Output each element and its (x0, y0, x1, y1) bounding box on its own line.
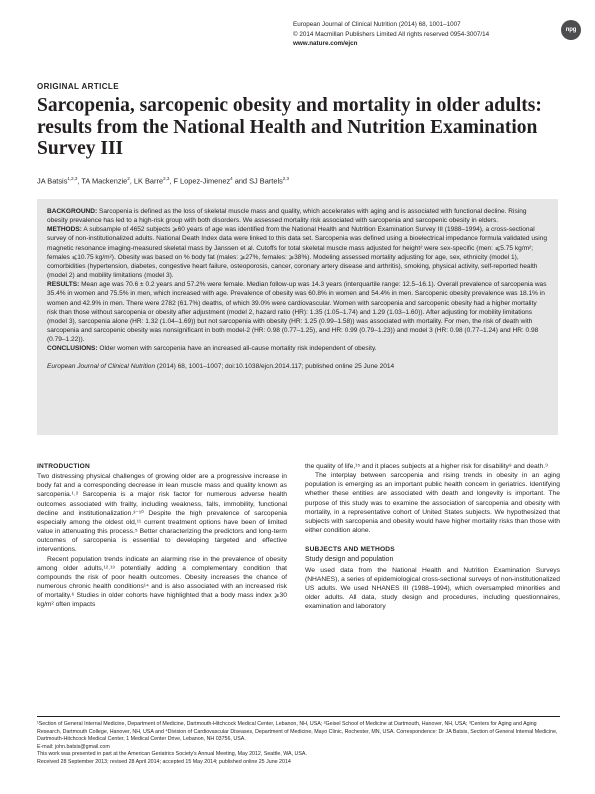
author-name: LK Barre (133, 176, 164, 186)
citation-journal: European Journal of Clinical Nutrition (47, 362, 156, 370)
author-name: TA Mackenzie (81, 176, 128, 186)
abstract-text: Older women with sarcopenia have an increased all-cause mortality risk independent of obesity. (97, 345, 377, 353)
abstract-label: RESULTS: (47, 281, 80, 289)
section-tag: ORIGINAL ARTICLE (37, 82, 119, 91)
abstract-label: METHODS: (47, 226, 82, 234)
author-name: F Lopez-Jimenez (173, 176, 231, 186)
journal-site-link[interactable]: www.nature.com/ejcn (293, 40, 358, 47)
abstract-box (37, 199, 558, 435)
author-list (37, 176, 289, 185)
abstract-background (47, 207, 548, 225)
section-heading: SUBJECTS AND METHODS (305, 546, 395, 554)
paragraph: the quality of life,¹⁵ and it places subjects at a higher risk for disability⁸ and death.⁹ (305, 463, 549, 470)
author-name: JA Batsis (37, 176, 68, 186)
author-affiliation: 2 (127, 176, 130, 181)
paragraph: Two distressing physical challenges of growing older are a progressive increase in body fat and a corresponding decrease in lean muscle mass and quality known as sarcopenia.¹˒² Sarcopenia is a major risk factor for numerous adverse health outcomes associated with frailty, including weakness, falls, immobility, functional decline and institutionalization.³⁻¹⁰ Despite the high prevalence of sarcopenia especially among the oldest old,¹¹ current treatment options have been of limited value in attenuating this process.⁵ Better characterizing the predictors and long-term outcomes of sarcopenia is essential to developing targeted and effective interventions. (37, 473, 287, 554)
author-affiliation: 1,2,3 (67, 176, 78, 181)
subsection-heading: Study design and population (305, 556, 394, 564)
author-separator: , (77, 176, 82, 186)
abstract-text: Sarcopenia is defined as the loss of skeletal muscle mass and quality, which accelerates with aging and is associated with functional decline. Rising obesity prevalence has led to a high-risk group with both disorders. We assessed mortality risk associated with sarcopenia and sarcopenic obesity in elders. (47, 208, 527, 225)
abstract-conclusions (47, 344, 548, 353)
left-column (37, 462, 287, 610)
author-affiliation: 4 (230, 176, 233, 181)
author-separator: , (129, 176, 134, 186)
email-footnote[interactable]: E-mail: john.batsis@gmail.com (37, 743, 110, 750)
received-footnote: Received 28 September 2013; revised 28 April 2014; accepted 15 May 2014; published online 25 June 2014 (37, 758, 291, 765)
journal-citation-line: European Journal of Clinical Nutrition (2014) 68, 1001–1007 (293, 21, 461, 28)
paragraph: Recent population trends indicate an alarming rise in the prevalence of obesity among older adults,¹²˒¹³ potentially adding a complementary condition that compounds the risk of poor health outcomes. Obesity increases the chance of numerous chronic health conditions¹⁴ and is also associated with an increased risk of mortality.⁶ Studies in older cohorts have highlighted that a body mass index ⩾30 kg/m² often impacts (37, 555, 287, 609)
section-heading: INTRODUCTION (37, 463, 90, 470)
abstract-results (47, 280, 548, 344)
footnotes (37, 716, 560, 767)
abstract-methods (47, 225, 548, 280)
right-column (305, 462, 560, 611)
abstract-text: A subsample of 4652 subjects ⩾60 years of age was identified from the National Health and Nutrition Examination Survey III (1988–1994), a cross-sectional survey of non-institutionalized adults. National Death Index data were linked to this data set. Sarcopenia was defined using a bioelectrical impedance formula validated using magnetic resonance imaging-measured skeletal mass by Janssen et al. Cutoffs for total skeletal muscle mass adjusted for height² were sex-specific (men: ⩽5.75 kg/m²; females ⩽10.75 kg/m²). Obesity was based on % body fat (males: ⩾27%, females: ⩾38%). Modeling assessed mortality adjusting for age, sex, ethnicity (model 1), comorbidities (hypertension, diabetes, congestive heart failure, osteoporosis, cancer, coronary artery disease and arthritis), smoking, physical activity, self-reported health (model 2) and mobility limitations (model 3). (47, 226, 548, 280)
journal-header (293, 20, 553, 49)
article-title: Sarcopenia, sarcopenic obesity and mortality in older adults: results from the National Health and Nutrition Examination Survey III (37, 95, 542, 159)
author-affiliation: 2,3 (163, 176, 170, 181)
abstract-label: CONCLUSIONS: (47, 345, 98, 353)
author-affiliation: 2,3 (282, 176, 290, 181)
author-separator: , (169, 176, 174, 186)
abstract-label: BACKGROUND: (47, 208, 98, 215)
npg-logo: npg (561, 20, 581, 40)
presented-footnote: This work was presented in part at the American Geriatrics Society's Annual Meeting, May 2012, Seattle, WA, USA. (37, 751, 307, 758)
author-name: SJ Bartels (249, 176, 283, 186)
citation-details[interactable]: (2014) 68, 1001–1007; doi:10.1038/ejcn.2014.117; published online 25 June 2014 (155, 362, 395, 370)
paragraph: The interplay between sarcopenia and rising trends in obesity in an aging population is emerging as an important public health concern in geriatrics. Identifying whether these entities are associated with death and longevity is important. The purpose of this study was to examine the association of sarcopenia and obesity with mortality, in a representative cohort of United States subjects. We hypothesized that subjects with sarcopenia and obesity would have higher mortality risks than those with either condition alone. (305, 472, 560, 535)
paragraph: We used data from the National Health and Nutrition Examination Surveys (NHANES), a series of epidemiological cross-sectional surveys of non-institutionalized US adults. We used NHANES III (1988–1994), which oversampled minorities and older adults. All data, study design and procedures, including questionnaires, examination and laboratory (305, 566, 560, 611)
copyright-line: © 2014 Macmillan Publishers Limited All rights reserved 0954-3007/14 (293, 30, 490, 38)
abstract-citation (47, 362, 548, 371)
abstract-text: Mean age was 70.6 ± 0.2 years and 57.2% were female. Median follow-up was 14.3 years (interquartile range: 12.5–16.1). Overall prevalence of sarcopenia was 35.4% in women and 75.5% in men, which increased with age. Prevalence of obesity was 60.8% in women and 54.4% in men. Sarcopenic obesity prevalence was 18.1% in women and 42.9% in men. There were 2782 (61.7%) deaths, of which 39.0% were cardiovascular. Women with sarcopenia and sarcopenic obesity had a higher mortality risk than those without sarcopenia or obesity after adjustment (model 2, hazard ratio (HR): 1.35 (1.05–1.74) and 1.29 (1.03–1.60)). After adjusting for mobility limitations (model 3), sarcopenia alone (HR: 1.32 (1.04–1.69)) but not sarcopenia with obesity (HR: 1.25 (0.99–1.58)) was associated with mortality. For men, the risk of death with sarcopenia and sarcopenic obesity was nonsignificant in both model-2 (HR: 0.98 (0.77–1.25), and HR: 0.99 (0.79–1.23)) and model 3 (HR: 0.98 (0.77–1.24) and HR: 0.98 (0.79–1.22)). (47, 281, 547, 344)
author-separator: and (232, 176, 250, 186)
affiliations-footnote: ¹Section of General Internal Medicine, Department of Medicine, Dartmouth-Hitchcock Medical Center, Lebanon, NH, USA; ²Geisel School of Medicine at Dartmouth, Hanover, NH, USA; ³Centers for Aging and Aging Research, Dartmouth College, Hanover, NH, USA and ⁴Division of Cardiovascular Diseases, Department of Medicine, Mayo Clinic, Rochester, MN, USA. Correspondence: Dr JA Batsis, Section of General Internal Medicine, Dartmouth-Hitchcock Medical Center, 1 Medical Center Drive, Lebanon, NH 03756, USA. (37, 721, 558, 743)
